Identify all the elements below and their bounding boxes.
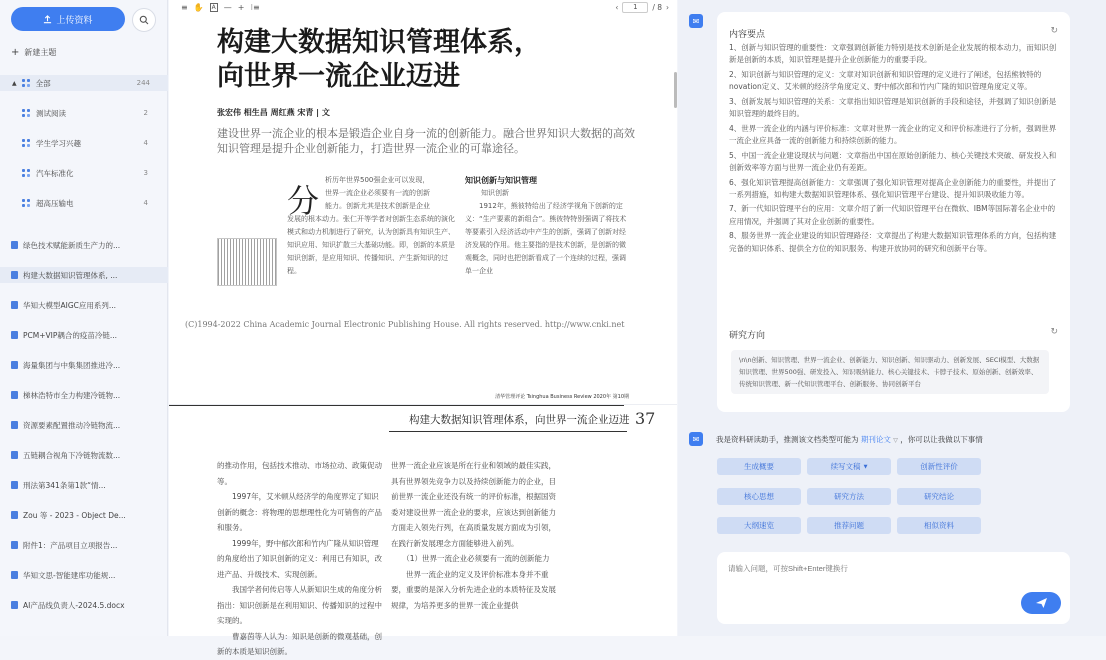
doc-label: 绿色技术赋能新质生产力的... xyxy=(23,240,121,250)
document-icon xyxy=(11,361,18,369)
doc-item[interactable] xyxy=(0,537,168,553)
body-text: 析历年世界500强企业可以发现， xyxy=(325,176,430,184)
journal-footer: 清华管理评论 Tsinghua Business Review 2020年 第10期 xyxy=(495,394,629,400)
summary-points xyxy=(729,42,1062,257)
document-icon xyxy=(11,241,18,249)
folder-item[interactable] xyxy=(0,105,168,121)
assistant-avatar-icon: ✉ xyxy=(689,14,703,28)
refresh-icon[interactable]: ↻ xyxy=(1050,26,1058,36)
doc-item[interactable] xyxy=(0,387,168,403)
summary-title: 内容要点 xyxy=(729,30,766,40)
chip-label: 大纲速览 xyxy=(744,521,774,530)
action-chip[interactable] xyxy=(807,458,891,475)
upload-icon xyxy=(43,15,52,24)
summary-point: 7、新一代知识管理平台的应用：文章介绍了新一代知识管理平台在微软、IBM等国际著名企业中的应用情况，并强调了其对企业创新的重要性。 xyxy=(729,204,1056,226)
doc-item[interactable] xyxy=(0,567,168,583)
viewer-tools xyxy=(169,3,260,12)
upload-button[interactable] xyxy=(11,7,125,31)
page-total: / 8 xyxy=(652,2,662,12)
summary-card xyxy=(717,12,1070,412)
doc-label: 附件1：产品项目立项报告... xyxy=(23,540,118,550)
document-icon xyxy=(11,331,18,339)
section-heading: 知识创新与知识管理 xyxy=(465,176,537,185)
send-icon xyxy=(1035,597,1048,609)
new-topic-label: 新建主题 xyxy=(24,48,57,57)
document-viewer xyxy=(169,0,677,656)
summary-point: 6、强化知识管理提高创新能力：文章强调了强化知识管理对提高企业创新能力的重要性，并提出了一系列措施，如构建大数据知识管理体系、强化知识管理平台建设、提升知识吸收能力等。 xyxy=(729,177,1057,199)
doc-label: 华知大模型AIGC应用系列... xyxy=(23,300,117,310)
action-chip[interactable] xyxy=(717,517,801,534)
folder-item[interactable] xyxy=(0,195,168,211)
document-icon xyxy=(11,421,18,429)
action-chip[interactable] xyxy=(897,517,981,534)
send-button[interactable] xyxy=(1021,592,1061,614)
summary-point: 2、知识创新与知识管理的定义：文章对知识创新和知识管理的定义进行了阐述，包括熊彼特的novation定义、艾米顿的经济学角度定义、野中郁次郎和竹内广隆的知识管理角度定义等。 xyxy=(729,69,1042,92)
summary-point: 8、服务世界一流企业建设的知识管理路径：文章提出了构建大数据知识管理体系的方向，包括构建完备的知识体系、提供全方位的知识服务、构建开放协同的研究和创新平台等。 xyxy=(729,231,1057,253)
chip-label: 创新性评价 xyxy=(920,462,958,471)
body-text: 能力。创新尤其是技术创新是企业 xyxy=(325,202,430,210)
new-topic-button[interactable] xyxy=(11,47,56,58)
next-page-icon[interactable]: › xyxy=(666,2,669,12)
folder-item[interactable] xyxy=(0,165,168,181)
caret-up-icon: ▲ xyxy=(12,79,17,87)
text-select-icon[interactable]: A xyxy=(211,3,216,11)
search-button[interactable] xyxy=(132,8,156,32)
folder-icon xyxy=(22,169,30,177)
drop-cap: 分 xyxy=(287,182,320,220)
body-column xyxy=(287,174,457,278)
upload-label: 上传资料 xyxy=(56,15,93,26)
summary-point: 1、创新与知识管理的重要性：文章强调创新能力特别是技术创新是企业发展的根本动力，而知识创新是创新的本质，知识管理是提升企业创新能力的重要手段。 xyxy=(729,43,1057,65)
document-icon xyxy=(11,451,18,459)
chip-label: 研究方法 xyxy=(834,492,864,501)
action-chip[interactable] xyxy=(717,488,801,505)
document-icon xyxy=(11,541,18,549)
article-title xyxy=(217,26,617,94)
folder-label: 汽车标准化 xyxy=(36,168,74,178)
folder-label: 超高压输电 xyxy=(36,198,74,208)
doc-label: Zou 等 - 2023 - Object De... xyxy=(23,510,126,520)
doc-label: AI产品线负责人-2024.5.docx xyxy=(23,600,125,610)
doc-label: 梯林浩特市全力构建冷链物... xyxy=(23,390,121,400)
assistant-panel xyxy=(678,0,1106,636)
body-text: 1912年，熊彼特给出了经济学视角下创新的定义：“生产要素的新组合”。熊彼特特别强调了将技术等要素引入经济活动中产生的创新，强调了创新对经济发展的作用。他主要指的是技术创新，是创新的微观概念，同时也把创新看成了一个连续的过程，强调单一企业 xyxy=(465,202,627,275)
hand-icon[interactable]: ✋ xyxy=(193,2,204,12)
viewer-toolbar xyxy=(169,0,677,14)
doc-label: PCM+VIP耦合的疫苗冷链... xyxy=(23,330,118,340)
folder-icon xyxy=(22,109,30,117)
body-column: 的推动作用，包括技术推动、市场拉动、政策促动等。 1997年，艾米顿从经济学的角度界定了知识创新的概念：将物理的思想理性化为可销售的产品和服务。 1999年，野中郁次郎和竹内广隆从知识管理的角度给出了知识创新的定义：利用已有知识，改进产品、升级技术、实现创新。 我国学者何传启等人从新知识生成的角度分析指出：知识创新是在利用知识、传播知识的过程中实现的。 曹嘉茵等人认为：知识是创新的微观基础，创新的本质是知识创新。 xyxy=(217,461,382,656)
folder-count: 4 xyxy=(143,199,148,207)
doc-item[interactable] xyxy=(0,447,168,463)
doc-item[interactable] xyxy=(0,357,168,373)
action-chip[interactable] xyxy=(717,458,801,475)
doc-item[interactable] xyxy=(0,327,168,343)
doc-item[interactable] xyxy=(0,507,168,523)
summary-point: 5、中国一流企业建设现状与问题：文章指出中国在原始创新能力、核心关键技术突破、研发投入和创新效率等方面与世界一流企业仍有差距。 xyxy=(729,150,1057,172)
document-icon xyxy=(11,391,18,399)
doc-type-select[interactable]: 期刊论文 xyxy=(860,435,891,444)
chip-label: 续写文稿 xyxy=(830,462,861,471)
action-chip[interactable] xyxy=(897,458,981,475)
folder-count: 2 xyxy=(143,109,148,117)
doc-label: 构建大数据知识管理体系, ... xyxy=(23,270,118,280)
research-title: 研究方向 xyxy=(729,331,766,341)
assistant-message xyxy=(716,434,983,445)
document-icon xyxy=(11,511,18,519)
question-box xyxy=(717,552,1070,624)
folder-icon xyxy=(22,79,30,87)
action-chip[interactable] xyxy=(807,488,891,505)
list-icon[interactable]: ≡ xyxy=(181,2,188,12)
action-chip[interactable] xyxy=(807,517,891,534)
search-icon xyxy=(139,15,149,25)
qr-code-image xyxy=(217,238,277,286)
chip-label: 研究结论 xyxy=(924,492,954,501)
sidebar xyxy=(0,0,168,636)
page-number-input[interactable]: 1 xyxy=(622,2,648,13)
document-icon xyxy=(11,271,18,279)
folder-label: 学生学习兴趣 xyxy=(36,138,81,148)
folder-count: 4 xyxy=(143,139,148,147)
folder-icon xyxy=(22,139,30,147)
refresh-icon[interactable]: ↻ xyxy=(1050,327,1058,337)
copyright-notice: (C)1994-2022 China Academic Journal Electronic Publishing House. All rights reserved. http://www.cnki.net xyxy=(185,320,625,329)
folder-item[interactable] xyxy=(0,135,168,151)
doc-label: 海量集团与中集集团推进冷... xyxy=(23,360,121,370)
doc-label: 五链耦合视角下冷链物流数... xyxy=(23,450,121,460)
lead-paragraph: 建设世界一流企业的根本是锻造企业自身一流的创新能力。融合世界知识大数据的高效知识管理是提升企业创新能力，打造世界一流企业的可靠途径。 xyxy=(217,127,635,155)
prev-page-icon[interactable]: ‹ xyxy=(615,2,619,12)
doc-label: 刑法第341条第1款“情... xyxy=(23,480,106,490)
doc-label: 华知文思-智能建库功能规... xyxy=(23,570,116,580)
assistant-avatar-icon: ✉ xyxy=(689,432,703,446)
chip-label: 生成概要 xyxy=(744,462,774,471)
caret-down-icon: ▼ xyxy=(863,463,868,470)
doc-item-active[interactable] xyxy=(0,267,168,283)
title-line: 构建大数据知识管理体系， xyxy=(217,27,541,58)
scrollbar[interactable] xyxy=(674,72,677,108)
doc-label: 资源要素配置推动冷链物流... xyxy=(23,420,121,430)
document-icon xyxy=(11,571,18,579)
research-keywords: \n\n创新、知识管理、世界一流企业、创新能力、知识创新、知识驱动力、创新发展、SECI模型、大数据知识管理、世界500强、研发投入、知识吸纳能力、核心关键技术、卡脖子技术、原始创新、创新效率、传统知识管理、新一代知识管理平台、创新服务、协同创新平台 xyxy=(731,350,1049,394)
message-text: 我是资料研读助手，推测该文档类型可能为 xyxy=(716,435,859,444)
doc-item[interactable] xyxy=(0,477,168,493)
body-text: 发展的根本动力。张仁开等学者对创新生态系统的演化模式和动力机制进行了研究，认为创新具有知识生产、知识应用、知识扩散三大基础功能。即，创新的本质是知识创新，是应用知识、传播知识、产生新知识的过程。 xyxy=(287,215,455,275)
body-column: 世界一流企业应该是所在行业和领域的最佳实践，具有世界领先竞争力以及持续创新能力的企业，目前世界一流企业还没有统一的评价标准，根据国资委对建设世界一流企业的要求，应该达到创新能力方面走入领先行列，在高质量发展方面成为引领，在践行新发展理念方面能够进入前列。 （1）世界一流企业必须要有一流的创新能力 世界一流企业的定义及评价标准本身并不重要，重要的是深入分析先进企业的本质特征及发展规律，为培养更多的世界一流企业提供 xyxy=(391,461,556,610)
document-icon xyxy=(11,481,18,489)
folder-label: 测试阅读 xyxy=(36,108,66,118)
folder-label: 全部 xyxy=(35,78,51,88)
zoom-out-icon[interactable]: — xyxy=(223,2,232,12)
outline-icon[interactable]: ⁝≡ xyxy=(250,2,260,12)
summary-point: 3、创新发展与知识管理的关系：文章指出知识管理是知识创新的手段和途径，并强调了知识创新是知识管理的最终目的。 xyxy=(729,96,1057,119)
folder-icon xyxy=(22,199,30,207)
folder-all[interactable] xyxy=(0,75,168,91)
folder-count: 3 xyxy=(143,169,148,177)
message-text: ，你可以让我做以下事情 xyxy=(900,435,983,444)
document-page xyxy=(169,14,677,404)
chip-label: 核心思想 xyxy=(744,492,774,501)
doc-item[interactable] xyxy=(0,297,168,313)
chip-label: 推荐问题 xyxy=(834,521,864,530)
document-icon xyxy=(11,601,18,609)
title-line: 向世界一流企业迈进 xyxy=(217,61,460,92)
summary-point: 4、世界一流企业的内涵与评价标准：文章对世界一流企业的定义和评价标准进行了分析，强调世界一流企业应具备一流的创新能力和持续创新的能力。 xyxy=(729,123,1057,145)
divider xyxy=(389,431,627,432)
chip-label: 相似资料 xyxy=(924,521,954,530)
folder-count: 244 xyxy=(136,79,150,87)
chevron-down-icon[interactable]: ▽ xyxy=(893,437,898,444)
doc-item[interactable] xyxy=(0,597,168,613)
doc-item[interactable] xyxy=(0,237,168,253)
divider xyxy=(169,405,624,406)
body-column xyxy=(465,174,627,278)
authors: 张宏伟 相生昌 周红燕 宋青 | 文 xyxy=(217,108,330,117)
document-page xyxy=(169,405,677,656)
question-input[interactable] xyxy=(728,564,1018,573)
doc-item[interactable] xyxy=(0,417,168,433)
plus-icon: + xyxy=(11,47,20,58)
body-text: 世界一流企业必须要有一流的创新 xyxy=(325,189,430,197)
pager xyxy=(615,0,669,14)
running-header: 构建大数据知识管理体系，向世界一流企业迈进 xyxy=(409,414,630,426)
page-number: 37 xyxy=(635,409,656,428)
zoom-in-icon[interactable]: + xyxy=(237,2,245,12)
action-chip[interactable] xyxy=(897,488,981,505)
document-icon xyxy=(11,301,18,309)
subsection-heading: 知识创新 xyxy=(481,189,509,197)
